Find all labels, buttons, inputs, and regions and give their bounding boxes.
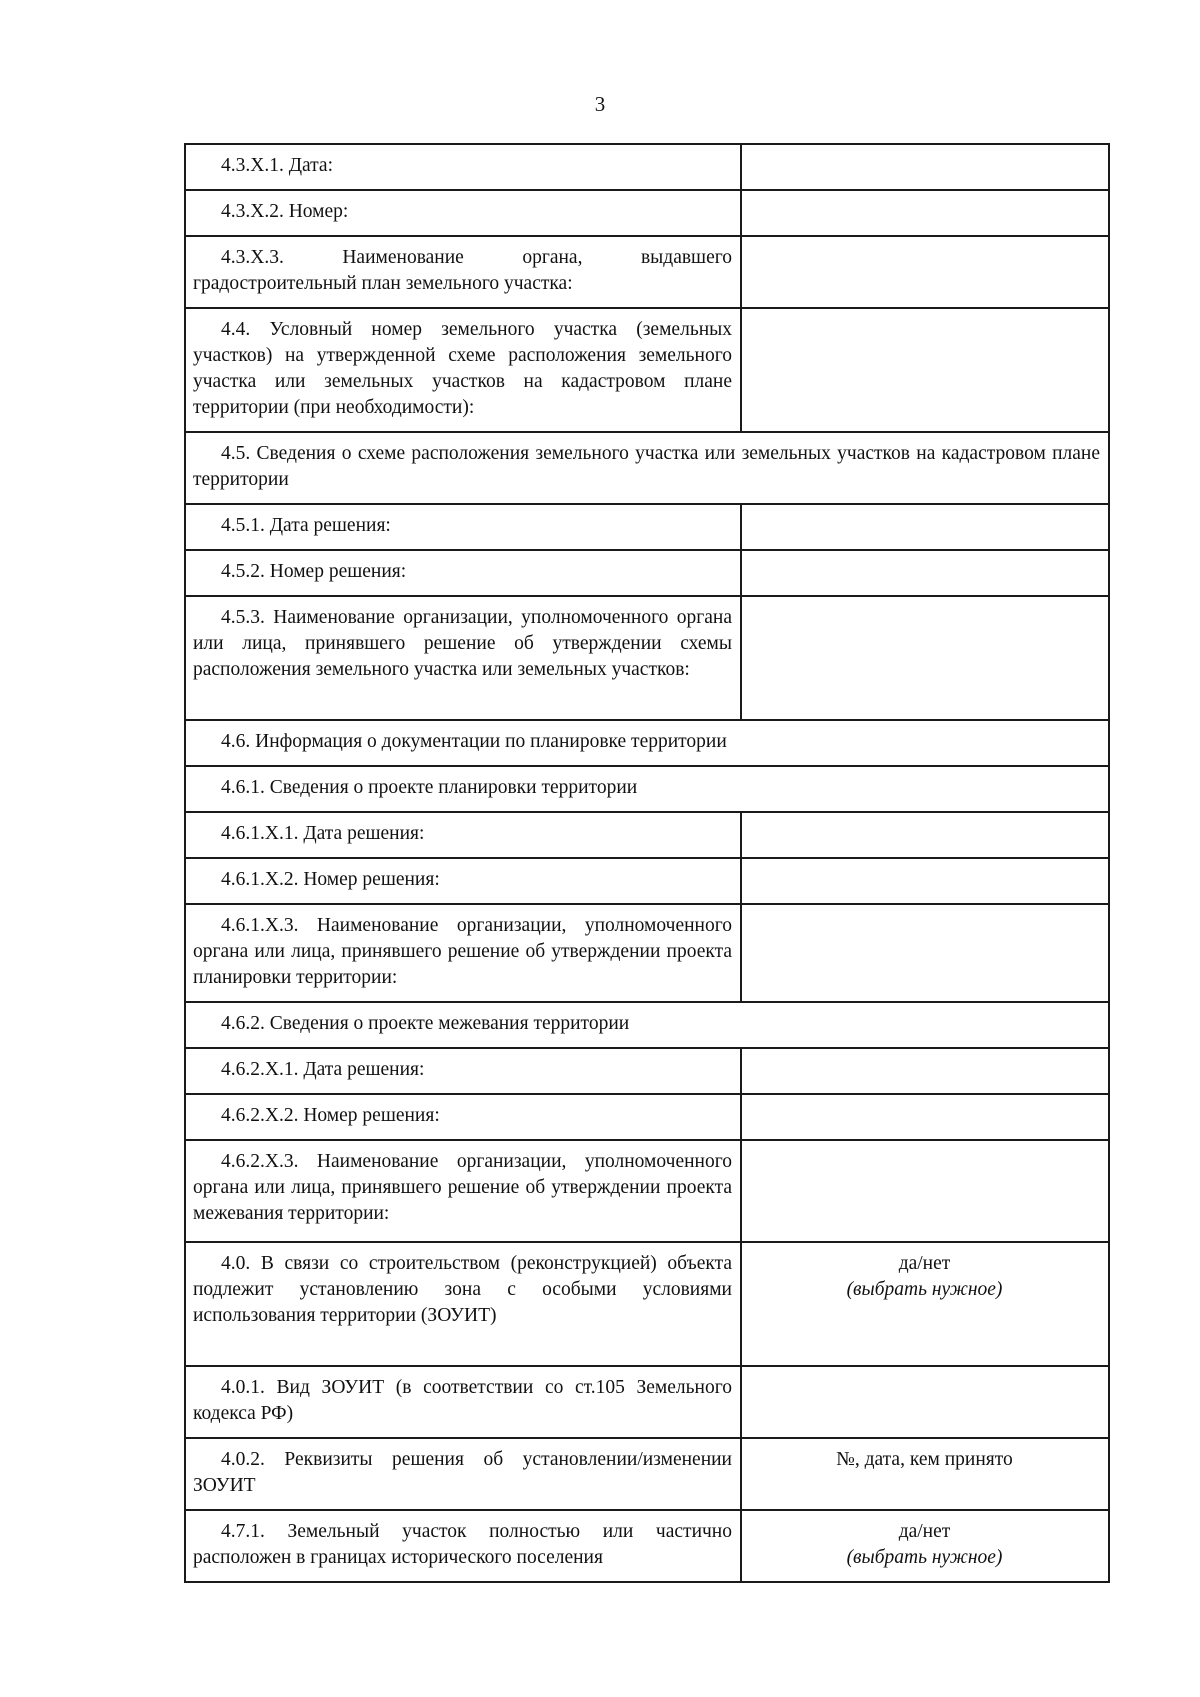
table-row <box>185 812 1109 858</box>
row-label: 4.6.2.X.2. Номер решения: <box>185 1094 741 1140</box>
row-value <box>741 190 1109 236</box>
row-value <box>741 1366 1109 1438</box>
row-value <box>741 1140 1109 1242</box>
row-label: 4.6.2.X.1. Дата решения: <box>185 1048 741 1094</box>
row-value <box>741 308 1109 432</box>
table-row <box>185 904 1109 1002</box>
row-value <box>741 1048 1109 1094</box>
row-label: 4.5.3. Наименование организации, уполномоченного органа или лица, принявшего решение об утверждении схемы расположения земельного участка или земельных участков: <box>185 596 741 720</box>
row-label: 4.0.1. Вид ЗОУИТ (в соответствии со ст.105 Земельного кодекса РФ) <box>185 1366 741 1438</box>
table-row <box>185 1242 1109 1366</box>
row-value <box>741 236 1109 308</box>
row-label: 4.5.2. Номер решения: <box>185 550 741 596</box>
section-header: 4.6. Информация о документации по планировке территории <box>185 720 1109 766</box>
row-value <box>741 858 1109 904</box>
table-row <box>185 1510 1109 1582</box>
section-header-row <box>185 432 1109 504</box>
row-label: 4.6.1.X.2. Номер решения: <box>185 858 741 904</box>
table-row <box>185 1048 1109 1094</box>
row-label: 4.0. В связи со строительством (реконструкцией) объекта подлежит установлению зона с особыми условиями использования территории (ЗОУИТ) <box>185 1242 741 1366</box>
table-row <box>185 1094 1109 1140</box>
row-label: 4.6.2.X.3. Наименование организации, уполномоченного органа или лица, принявшего решение об утверждении проекта межевания территории: <box>185 1140 741 1242</box>
row-value <box>741 596 1109 720</box>
table-row <box>185 144 1109 190</box>
table-row <box>185 1438 1109 1510</box>
row-value: №, дата, кем принято <box>741 1438 1109 1510</box>
table-row <box>185 1366 1109 1438</box>
row-label: 4.3.X.3. Наименование органа, выдавшего градостроительный план земельного участка: <box>185 236 741 308</box>
row-value: да/нет (выбрать нужное) <box>741 1242 1109 1366</box>
table-row <box>185 308 1109 432</box>
section-header: 4.6.2. Сведения о проекте межевания территории <box>185 1002 1109 1048</box>
row-label: 4.0.2. Реквизиты решения об установлении/изменении ЗОУИТ <box>185 1438 741 1510</box>
table-row <box>185 550 1109 596</box>
row-value <box>741 904 1109 1002</box>
row-label: 4.7.1. Земельный участок полностью или частично расположен в границах исторического поселения <box>185 1510 741 1582</box>
row-value <box>741 144 1109 190</box>
row-value <box>741 550 1109 596</box>
table-row <box>185 236 1109 308</box>
table-row <box>185 596 1109 720</box>
row-label: 4.3.X.2. Номер: <box>185 190 741 236</box>
table-row <box>185 858 1109 904</box>
row-value: да/нет (выбрать нужное) <box>741 1510 1109 1582</box>
row-value <box>741 812 1109 858</box>
section-header: 4.6.1. Сведения о проекте планировки территории <box>185 766 1109 812</box>
row-label: 4.5.1. Дата решения: <box>185 504 741 550</box>
table-row <box>185 1140 1109 1242</box>
page-number: 3 <box>594 92 606 116</box>
row-label: 4.3.X.1. Дата: <box>185 144 741 190</box>
table-row <box>185 190 1109 236</box>
section-header-row <box>185 720 1109 766</box>
row-label: 4.4. Условный номер земельного участка (земельных участков) на утвержденной схеме расположения земельного участка или земельных участков на кадастровом плане территории (при необходимости): <box>185 308 741 432</box>
row-label: 4.6.1.X.1. Дата решения: <box>185 812 741 858</box>
row-value <box>741 504 1109 550</box>
row-value <box>741 1094 1109 1140</box>
row-label: 4.6.1.X.3. Наименование организации, уполномоченного органа или лица, принявшего решение об утверждении проекта планировки территории: <box>185 904 741 1002</box>
form-table <box>184 143 1110 1583</box>
section-header-row <box>185 1002 1109 1048</box>
section-header: 4.5. Сведения о схеме расположения земельного участка или земельных участков на кадастровом плане территории <box>185 432 1109 504</box>
section-header-row <box>185 766 1109 812</box>
table-row <box>185 504 1109 550</box>
